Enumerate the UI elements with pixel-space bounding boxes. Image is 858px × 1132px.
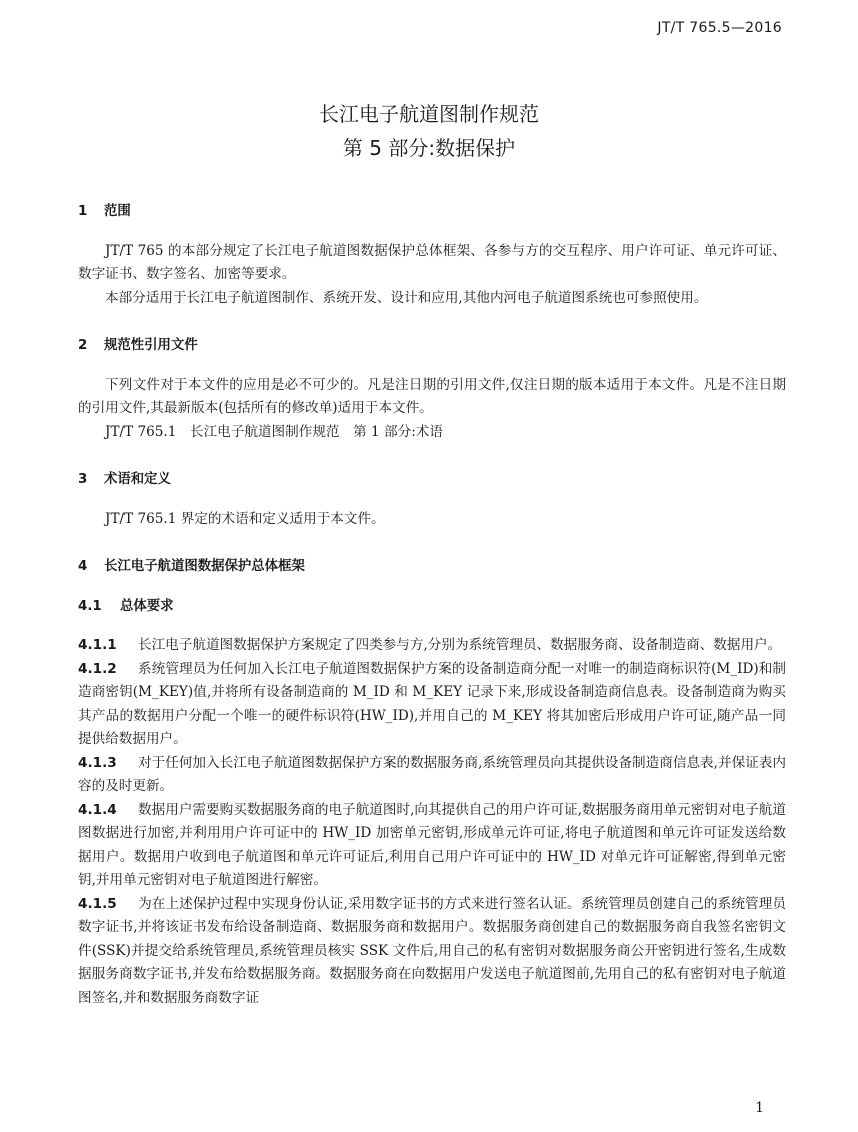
section-title: 规范性引用文件: [104, 338, 198, 353]
section-number: 1: [78, 204, 88, 219]
section-heading-2: [78, 334, 786, 358]
clause: [78, 799, 786, 893]
section-title: 长江电子航道图数据保护总体框架: [104, 559, 305, 574]
section-heading-1: [78, 200, 786, 224]
clause-text: 数据用户需要购买数据服务商的电子航道图时,向其提供自己的用户许可证,数据服务商用单元密钥对电子航道图数据进行加密,并利用用户许可证中的 HW_ID 加密单元密钥,形成单元许可证,将电子航道图和单元许可证发送给数据用户。数据用户收到电子航道图和单元许可证后,利用自己用户许可证中的 HW_ID 对单元许可证解密,得到单元密钥,并用单元密钥对电子航道图进行解密。: [78, 801, 786, 888]
clause-text: 为在上述保护过程中实现身份认证,采用数字证书的方式来进行签名认证。系统管理员创建自己的系统管理员数字证书,并将该证书发布给设备制造商、数据服务商和数据用户。数据服务商创建自己的数据服务商自我签名密钥文件(SSK)并提交给系统管理员,系统管理员核实 SSK 文件后,用自己的私有密钥对数据服务商公开密钥进行签名,生成数据服务商数字证书,并发布给数据服务商。数据服务商在向数据用户发送电子航道图前,先用自己的私有密钥对电子航道图签名,并和数据服务商数字证: [78, 895, 786, 1006]
document-body: [78, 200, 786, 1010]
clause-text: 长江电子航道图数据保护方案规定了四类参与方,分别为系统管理员、数据服务商、设备制造商、数据用户。: [138, 637, 782, 653]
page-number: 1: [755, 1100, 764, 1116]
paragraph: JT/T 765 的本部分规定了长江电子航道图数据保护总体框架、各参与方的交互程序、用户许可证、单元许可证、数字证书、数字签名、加密等要求。: [78, 242, 786, 282]
clause: [78, 893, 786, 1011]
clause: [78, 752, 786, 799]
subsection-title: 总体要求: [120, 598, 174, 614]
section-number: 4: [78, 559, 88, 574]
section-title: 术语和定义: [104, 472, 171, 487]
clause: [78, 634, 786, 658]
clause-text: 系统管理员为任何加入长江电子航道图数据保护方案的设备制造商分配一对唯一的制造商标识符(M_ID)和制造商密钥(M_KEY)值,并将所有设备制造商的 M_ID 和 M_KEY 记录下来,形成设备制造商信息表。设备制造商为购买其产品的数据用户分配一个唯一的硬件标识符(HW_ID),并用自己的 M_KEY 将其加密后形成用户许可证,随产品一同提供给数据用户。: [78, 660, 786, 747]
section-title: 范围: [104, 204, 131, 219]
clause-number: 4.1.5: [78, 895, 117, 912]
subsection-number: 4.1: [78, 598, 102, 614]
clause-number: 4.1.4: [78, 801, 117, 818]
paragraph: 下列文件对于本文件的应用是必不可少的。凡是注日期的引用文件,仅注日期的版本适用于本文件。凡是不注日期的引用文件,其最新版本(包括所有的修改单)适用于本文件。: [78, 376, 786, 416]
clause-number: 4.1.2: [78, 660, 117, 677]
paragraph: JT/T 765.1 界定的术语和定义适用于本文件。: [105, 510, 385, 527]
clause-number: 4.1.1: [78, 637, 117, 653]
section-number: 2: [78, 338, 88, 353]
section-heading-4: [78, 555, 786, 579]
document-subtitle: 第 5 部分:数据保护: [342, 136, 516, 160]
document-title: 长江电子航道图制作规范: [319, 102, 539, 126]
normative-reference: JT/T 765.1 长江电子航道图制作规范 第 1 部分:术语: [105, 423, 443, 440]
clause: [78, 658, 786, 752]
section-number: 3: [78, 472, 88, 487]
section-heading-3: [78, 468, 786, 492]
clause-number: 4.1.3: [78, 754, 117, 771]
paragraph: 本部分适用于长江电子航道图制作、系统开发、设计和应用,其他内河电子航道图系统也可参照使用。: [105, 289, 708, 306]
subsection-heading: [78, 595, 786, 619]
standard-code: JT/T 765.5—2016: [657, 20, 782, 36]
clause-text: 对于任何加入长江电子航道图数据保护方案的数据服务商,系统管理员向其提供设备制造商信息表,并保证表内容的及时更新。: [78, 754, 786, 794]
